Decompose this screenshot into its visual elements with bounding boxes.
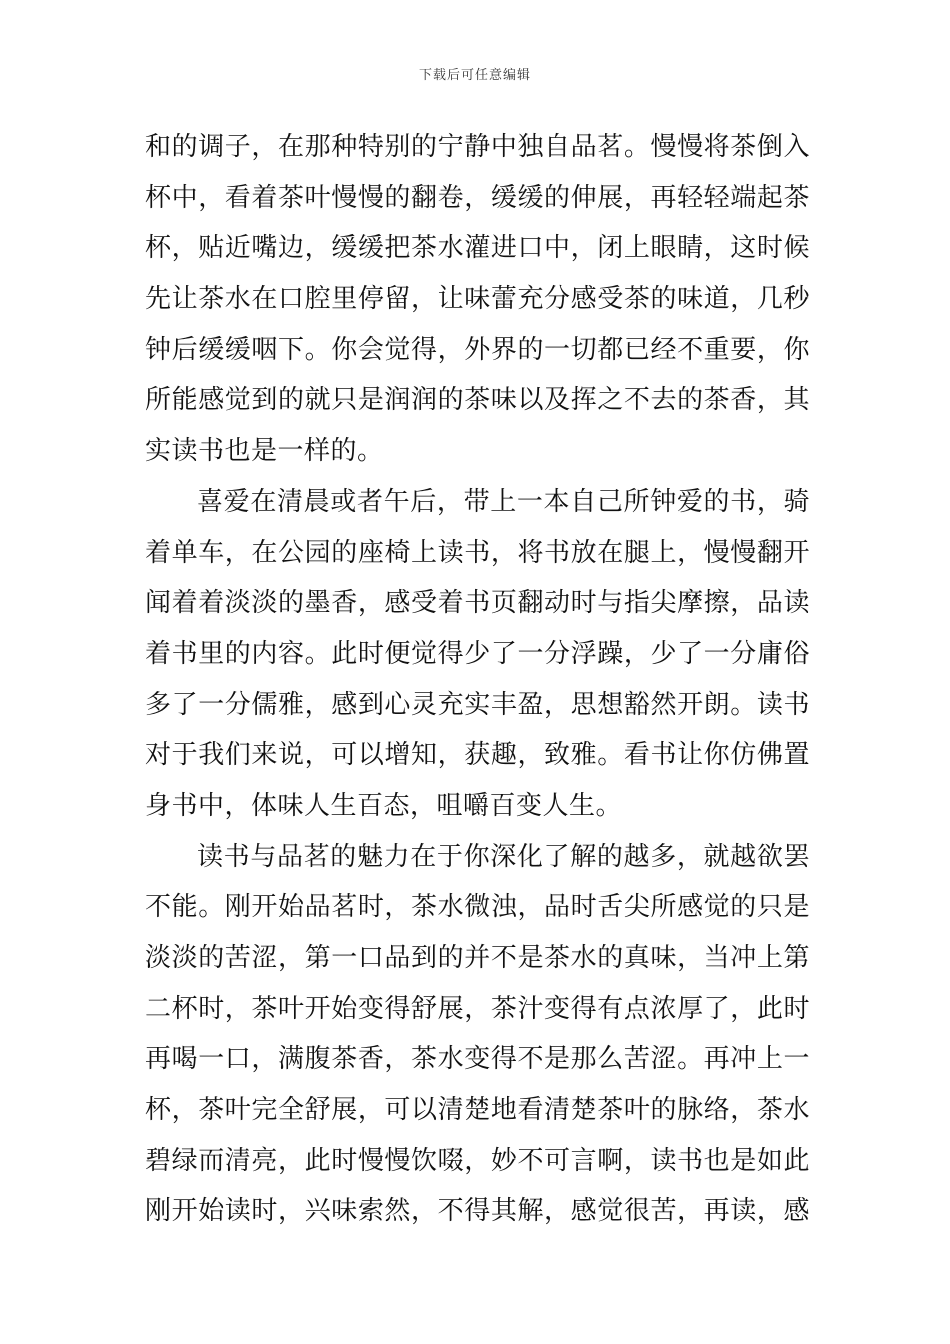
paragraph-first-line: 读书与品茗的魅力在于你深化了解的越多，就越欲罢 bbox=[197, 841, 810, 872]
text-line: 对于我们来说，可以增知，获趣，致雅。看书让你仿佛置 bbox=[145, 740, 810, 771]
text-line: 着单车，在公园的座椅上读书，将书放在腿上，慢慢翻开 bbox=[145, 537, 810, 568]
text-line: 不能。刚开始品茗时，茶水微浊，品时舌尖所感觉的只是 bbox=[145, 892, 810, 923]
text-line: 身书中，体味人生百态，咀嚼百变人生。 bbox=[145, 790, 623, 821]
paragraph-first-line: 喜爱在清晨或者午后，带上一本自己所钟爱的书，骑 bbox=[197, 486, 810, 517]
text-line: 和的调子，在那种特别的宁静中独自品茗。慢慢将茶倒入 bbox=[145, 132, 810, 162]
text-line: 杯，贴近嘴边，缓缓把茶水灌进口中，闭上眼睛，这时候 bbox=[145, 233, 810, 264]
text-line: 二杯时，茶叶开始变得舒展，茶汁变得有点浓厚了，此时 bbox=[145, 993, 810, 1024]
text-line: 着书里的内容。此时便觉得少了一分浮躁，少了一分庸俗 bbox=[145, 638, 810, 669]
text-line: 闻着着淡淡的墨香，感受着书页翻动时与指尖摩擦，品读 bbox=[145, 588, 810, 619]
text-line: 淡淡的苦涩，第一口品到的并不是茶水的真味，当冲上第 bbox=[145, 943, 810, 973]
text-line: 所能感觉到的就只是润润的茶味以及挥之不去的茶香，其 bbox=[145, 385, 810, 416]
text-line: 实读书也是一样的。 bbox=[145, 436, 384, 467]
text-line: 杯中，看着茶叶慢慢的翻卷，缓缓的伸展，再轻轻端起茶 bbox=[145, 182, 810, 213]
text-line: 杯，茶叶完全舒展，可以清楚地看清楚茶叶的脉络，茶水 bbox=[145, 1095, 810, 1126]
document-body bbox=[145, 122, 810, 1237]
text-line: 先让茶水在口腔里停留，让味蕾充分感受茶的味道，几秒 bbox=[145, 284, 810, 315]
text-line: 钟后缓缓咽下。你会觉得，外界的一切都已经不重要，你 bbox=[145, 334, 810, 365]
text-line: 碧绿而清亮，此时慢慢饮啜，妙不可言啊，读书也是如此 bbox=[145, 1145, 810, 1176]
text-line: 多了一分儒雅，感到心灵充实丰盈，思想豁然开朗。读书 bbox=[145, 689, 810, 720]
text-line: 刚开始读时，兴味索然，不得其解，感觉很苦，再读，感 bbox=[145, 1196, 810, 1227]
text-line: 再喝一口，满腹茶香，茶水变得不是那么苦涩。再冲上一 bbox=[145, 1044, 810, 1075]
page-header: 下载后可任意编辑 bbox=[418, 68, 531, 83]
